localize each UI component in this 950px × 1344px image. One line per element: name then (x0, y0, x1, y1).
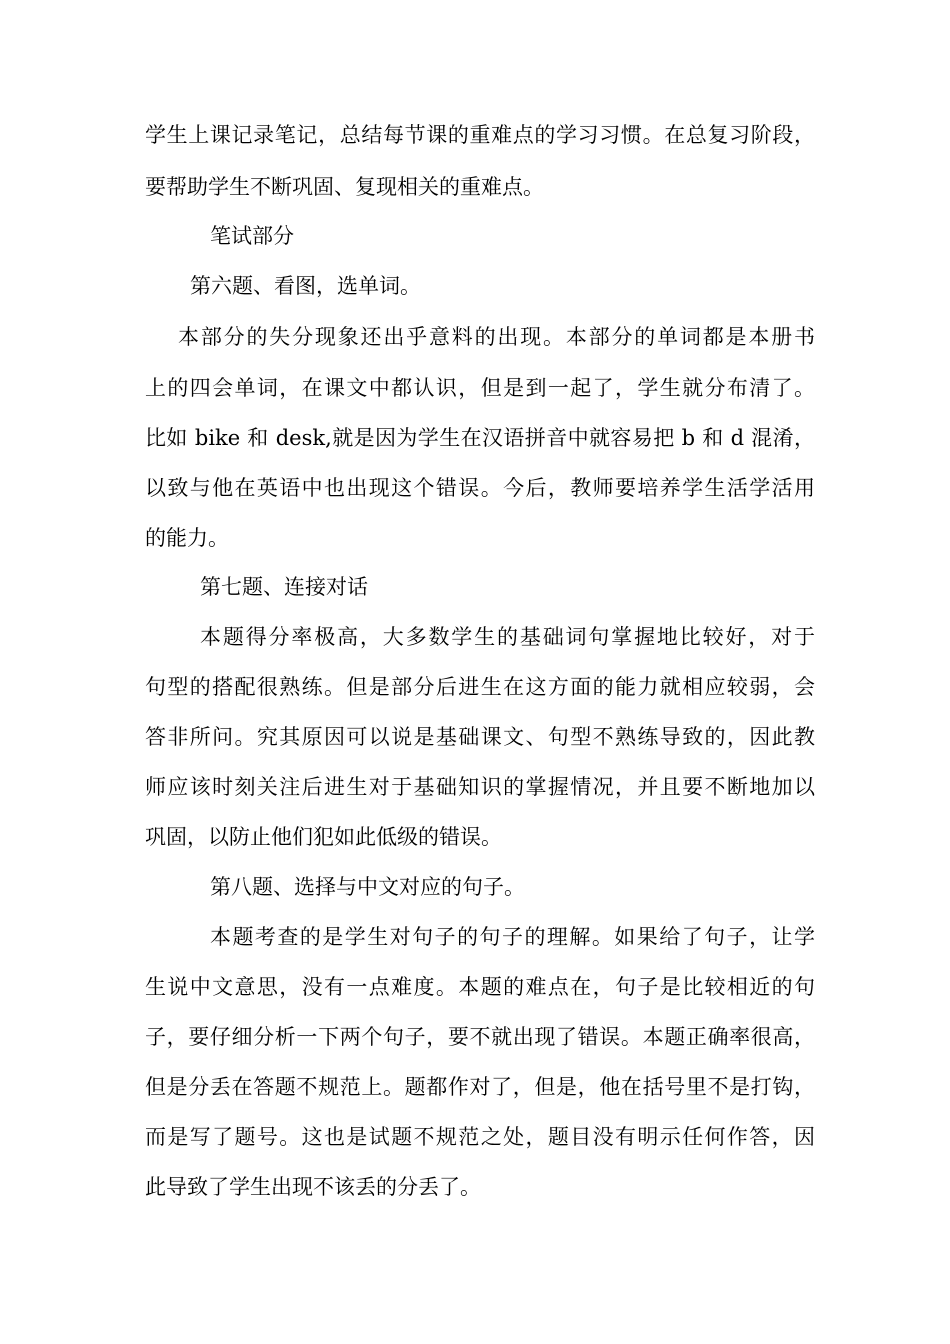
paragraph-line: 本题考查的是学生对句子的句子的理解。如果给了句子，让学 (210, 925, 815, 949)
paragraph-line: 比如 bike 和 desk,就是因为学生在汉语拼音中就容易把 b 和 d 混淆， (145, 426, 815, 450)
paragraph-line: 的能力。 (145, 526, 229, 550)
paragraph-line: 上的四会单词，在课文中都认识，但是到一起了，学生就分布清了。 (145, 376, 815, 400)
paragraph-line: 此导致了学生出现不该丢的分丢了。 (145, 1175, 481, 1199)
section-heading: 笔试部分 (210, 224, 294, 248)
question-heading: 第八题、选择与中文对应的句子。 (210, 875, 525, 899)
paragraph-line: 要帮助学生不断巩固、复现相关的重难点。 (145, 175, 544, 199)
paragraph-line: 句型的搭配很熟练。但是部分后进生在这方面的能力就相应较弱，会 (145, 675, 815, 699)
paragraph-line: 但是分丢在答题不规范上。题都作对了，但是，他在括号里不是打钩， (145, 1075, 815, 1099)
paragraph-line: 以致与他在英语中也出现这个错误。今后，教师要培养学生活学活用 (145, 476, 815, 500)
paragraph-line: 学生上课记录笔记，总结每节课的重难点的学习习惯。在总复习阶段， (145, 123, 815, 147)
paragraph-line: 师应该时刻关注后进生对于基础知识的掌握情况，并且要不断地加以 (145, 775, 815, 799)
paragraph-line: 子，要仔细分析一下两个句子，要不就出现了错误。本题正确率很高， (145, 1025, 815, 1049)
question-heading: 第七题、连接对话 (200, 575, 368, 599)
paragraph-line: 本部分的失分现象还出乎意料的出现。本部分的单词都是本册书 (178, 325, 815, 349)
paragraph-line: 巩固，以防止他们犯如此低级的错误。 (145, 825, 502, 849)
paragraph-line: 生说中文意思，没有一点难度。本题的难点在，句子是比较相近的句 (145, 975, 815, 999)
paragraph-line: 答非所问。究其原因可以说是基础课文、句型不熟练导致的，因此教 (145, 725, 815, 749)
paragraph-line: 本题得分率极高，大多数学生的基础词句掌握地比较好，对于 (200, 625, 815, 649)
question-heading: 第六题、看图，选单词。 (190, 274, 421, 298)
paragraph-line: 而是写了题号。这也是试题不规范之处，题目没有明示任何作答，因 (145, 1125, 815, 1149)
